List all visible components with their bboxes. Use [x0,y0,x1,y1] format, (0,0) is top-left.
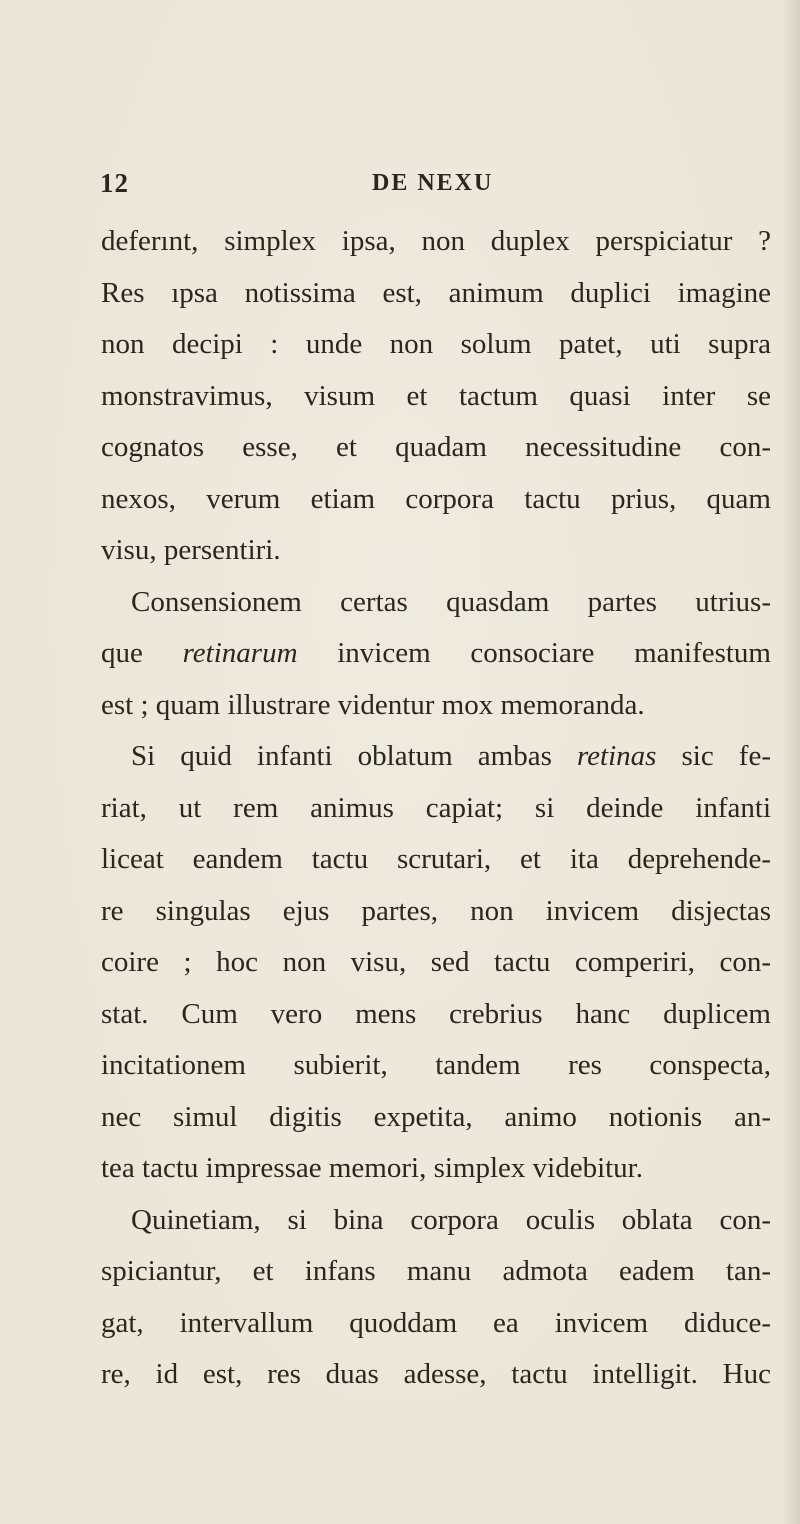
running-head: DE NEXU [372,170,494,196]
text-line: Consensionem certas quasdam partes utrius- [131,585,771,618]
text-line: coire ; hoc non visu, sed tactu comperiri, con- [101,946,771,978]
text-line: Si quid infanti oblatum ambas retinas sic fe- [131,740,771,772]
text-line: re singulas ejus partes, non invicem disjectas [101,894,771,927]
text-line: non decipi : unde non solum patet, uti supra [101,328,771,360]
body-text [101,216,771,1401]
text-line: cognatos esse, et quadam necessitudine con- [101,431,771,463]
page-header [100,168,740,208]
text-line: que retinarum invicem consociare manifestum [101,637,771,669]
text-line: incitationem subierit, tandem res conspecta, [101,1049,771,1081]
text-line: nexos, verum etiam corpora tactu prius, quam [101,482,771,515]
page-number: 12 [100,168,129,198]
text-line: monstravimus, visum et tactum quasi inter se [101,379,771,412]
text-line: Res ıpsa notissima est, animum duplici imagine [101,276,771,309]
text-line: Quinetiam, si bina corpora oculis oblata con- [131,1203,771,1236]
text-line: spiciantur, et infans manu admota eadem tan- [101,1255,771,1287]
italic-term: retinas [576,740,657,772]
text-line: est ; quam illustrare videntur mox memoranda. [101,688,645,721]
italic-term: retinarum [182,637,298,669]
text-line: liceat eandem tactu scrutari, et ita deprehende- [101,843,771,875]
text-line: riat, ut rem animus capiat; si deinde infanti [101,791,771,824]
text-line: tea tactu impressae memori, simplex videbitur. [101,1152,643,1184]
page-edge-shadow [782,0,800,1524]
text-line: nec simul digitis expetita, animo notionis an- [101,1100,771,1133]
text-line: gat, intervallum quoddam ea invicem diduce- [101,1306,771,1339]
text-line: re, id est, res duas adesse, tactu intelligit. Huc [101,1358,771,1390]
text-line: stat. Cum vero mens crebrius hanc duplicem [101,997,771,1030]
text-line: visu, persentiri. [101,534,281,566]
text-line: deferınt, simplex ipsa, non duplex perspiciatur ? [101,225,771,257]
